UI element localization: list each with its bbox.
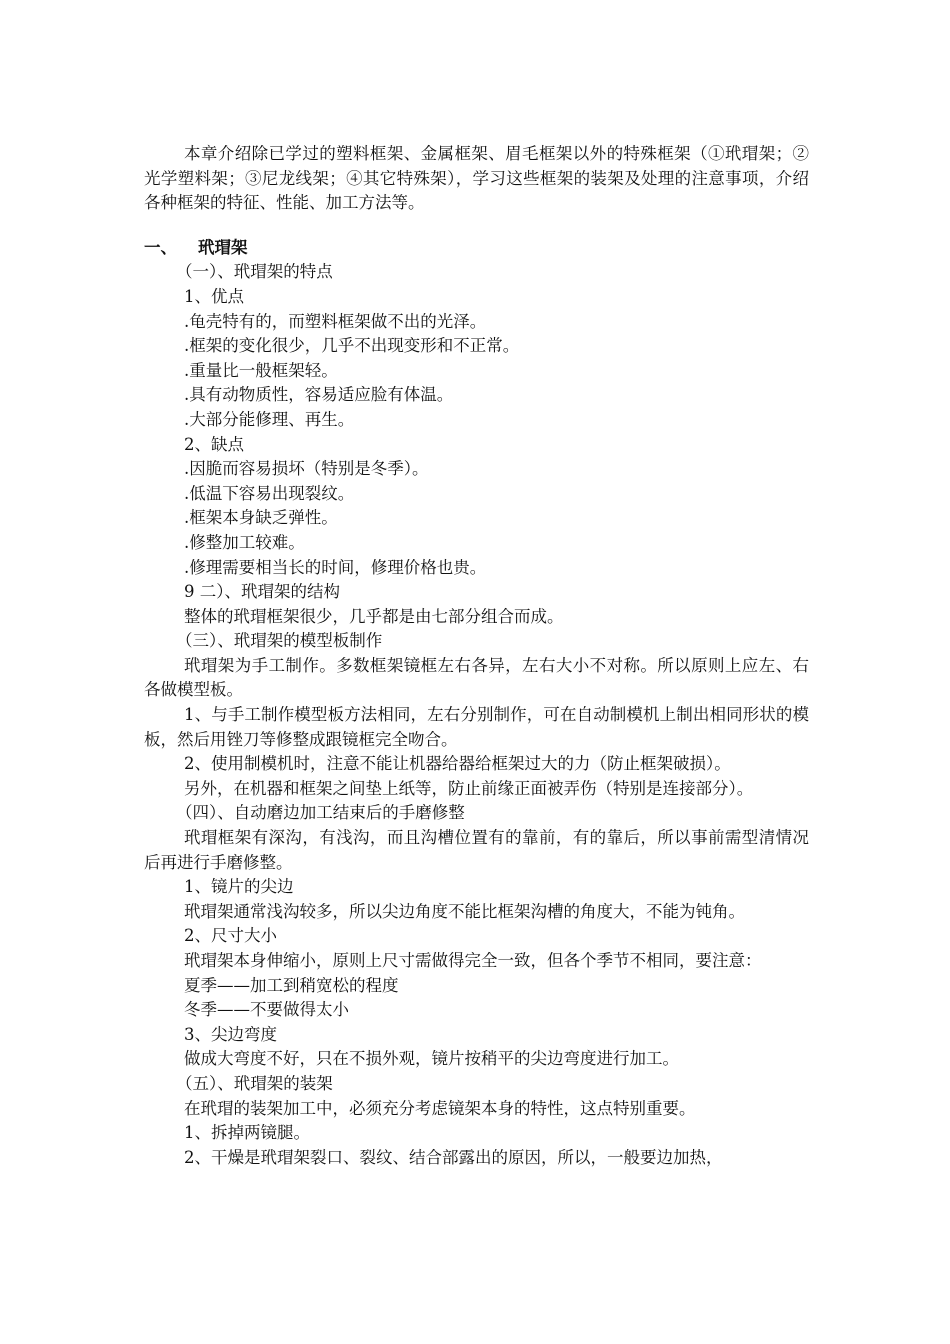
section-heading: [144, 236, 809, 261]
body-line: 2、尺寸大小: [184, 926, 277, 946]
body-line: 1、拆掉两镜腿。: [184, 1123, 310, 1143]
body-line: （三）、玳瑁架的模型板制作: [176, 631, 383, 651]
body-line: 冬季——不要做得太小: [184, 1000, 349, 1020]
body-line: 1、优点: [184, 286, 244, 306]
document-page: [144, 142, 809, 1170]
body-line: 1、镜片的尖边: [184, 877, 294, 897]
body-line: 夏季——加工到稍宽松的程度: [184, 975, 399, 995]
body-line: .低温下容易出现裂纹。: [184, 483, 355, 503]
body-line: 3、尖边弯度: [184, 1024, 277, 1044]
body-line: .因脆而容易损坏（特别是冬季）。: [184, 459, 429, 479]
body-line: 做成大弯度不好，只在不损外观，镜片按稍平的尖边弯度进行加工。: [184, 1049, 679, 1069]
body-line: .修整加工较难。: [184, 532, 305, 552]
body-line: .修理需要相当长的时间，修理价格也贵。: [184, 557, 487, 577]
body-line: （一）、玳瑁架的特点: [176, 262, 333, 282]
body-line: 整体的玳瑁框架很少，几乎都是由七部分组合而成。: [184, 606, 564, 626]
body-line: .框架的变化很少，几乎不出现变形和不正常。: [184, 336, 520, 356]
body-line: （五）、玳瑁架的装架: [176, 1073, 333, 1093]
body-line: 2、使用制模机时，注意不能让机器给器给框架过大的力（防止框架破损）。: [184, 754, 731, 774]
body-line: 在玳瑁的装架加工中，必须充分考虑镜架本身的特性，这点特别重要。: [184, 1098, 696, 1118]
body-line: .具有动物质性，容易适应脸有体温。: [184, 385, 454, 405]
body-line: 2、缺点: [184, 434, 244, 454]
body-line: 玳瑁架为手工制作。多数框架镜框左右各异，左右大小不对称。所以原则上应左、右各做模型板。: [144, 655, 809, 700]
body-line: 1、与手工制作模型板方法相同，左右分别制作，可在自动制模机上制出相同形状的模板，然后用锉刀等修整成跟镜框完全吻合。: [144, 705, 809, 749]
body-line: .龟壳特有的，而塑料框架做不出的光泽。: [184, 311, 487, 331]
body-line: 玳瑁框架有深沟，有浅沟，而且沟槽位置有的靠前，有的靠后，所以事前需型清情况后再进行手磨修整。: [144, 828, 809, 872]
body-line: .重量比一般框架轻。: [184, 360, 338, 380]
body-line: .框架本身缺乏弹性。: [184, 508, 338, 528]
section-body: [144, 260, 809, 1170]
intro-paragraph: 本章介绍除已学过的塑料框架、金属框架、眉毛框架以外的特殊框架（①玳瑁架；②光学塑料架；③尼龙线架；④其它特殊架），学习这些框架的装架及处理的注意事项，介绍各种框架的特征、性能、加工方法等。: [144, 144, 809, 213]
body-line: （四）、自动磨边加工结束后的手磨修整: [176, 803, 465, 823]
section-title: 玳瑁架: [198, 237, 248, 257]
body-line: 另外，在机器和框架之间垫上纸等，防止前缘正面被弄伤（特别是连接部分）。: [184, 778, 754, 798]
body-line: .大部分能修理、再生。: [184, 409, 355, 429]
body-line: 2、干燥是玳瑁架裂口、裂纹、结合部露出的原因，所以，一般要边加热，: [184, 1147, 723, 1167]
section-number: 一、: [144, 237, 177, 257]
body-line: 9 二）、玳瑁架的结构: [184, 582, 340, 602]
body-line: 玳瑁架通常浅沟较多，所以尖边角度不能比框架沟槽的角度大，不能为钝角。: [184, 901, 745, 921]
body-line: 玳瑁架本身伸缩小，原则上尺寸需做得完全一致，但各个季节不相同，要注意：: [184, 951, 762, 970]
